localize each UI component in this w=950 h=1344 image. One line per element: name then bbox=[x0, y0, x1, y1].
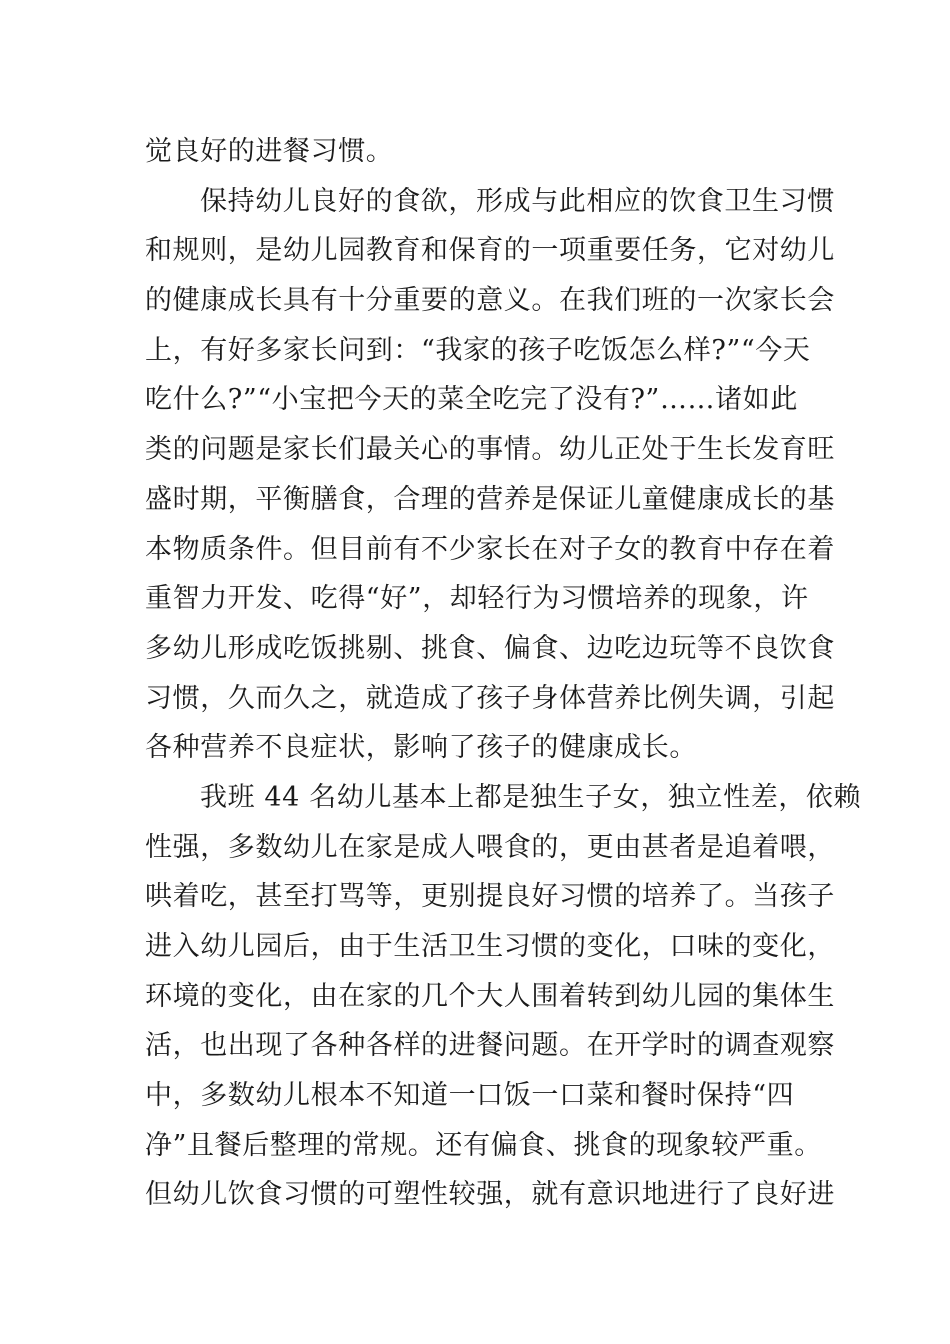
text-line: 习惯，久而久之，就造成了孩子身体营养比例失调，引起 bbox=[145, 682, 835, 714]
text-line: 的健康成长具有十分重要的意义。在我们班的一次家长会 bbox=[145, 285, 835, 317]
text-line: 和规则，是幼儿园教育和保育的一项重要任务，它对幼儿 bbox=[145, 235, 835, 267]
body-text bbox=[145, 127, 862, 1220]
text-line: 但幼儿饮食习惯的可塑性较强，就有意识地进行了良好进 bbox=[145, 1179, 835, 1211]
text-line: 类的问题是家长们最关心的事情。幼儿正处于生长发育旺 bbox=[145, 434, 835, 466]
text-line: 盛时期，平衡膳食，合理的营养是保证儿童健康成长的基 bbox=[145, 483, 835, 515]
text-line: 吃什么?”“小宝把今天的菜全吃完了没有?”……诸如此 bbox=[145, 384, 798, 416]
text-line: 性强，多数幼儿在家是成人喂食的，更由甚者是追着喂， bbox=[145, 831, 835, 863]
text-line: 活，也出现了各种各样的进餐问题。在开学时的调查观察 bbox=[145, 1030, 835, 1062]
text-line: 觉良好的进餐习惯。 bbox=[145, 136, 394, 167]
text-line: 上，有好多家长问到：“我家的孩子吃饭怎么样?”“今天 bbox=[145, 334, 811, 366]
text-line: 进入幼儿园后，由于生活卫生习惯的变化，口味的变化， bbox=[145, 931, 835, 962]
paragraph-start-line: 我班 44 名幼儿基本上都是独生子女，独立性差，依赖 bbox=[200, 781, 862, 813]
text-line: 环境的变化，由在家的几个大人围着转到幼儿园的集体生 bbox=[145, 980, 835, 1012]
text-line: 重智力开发、吃得“好”，却轻行为习惯培养的现象，许 bbox=[145, 583, 809, 615]
text-line: 多幼儿形成吃饭挑剔、挑食、偏食、边吃边玩等不良饮食 bbox=[145, 632, 835, 664]
paragraph-start-line: 保持幼儿良好的食欲，形成与此相应的饮食卫生习惯 bbox=[200, 185, 835, 217]
text-line: 各种营养不良症状，影响了孩子的健康成长。 bbox=[145, 732, 697, 764]
text-line: 中，多数幼儿根本不知道一口饭一口菜和餐时保持“四 bbox=[145, 1080, 795, 1112]
text-line: 净”且餐后整理的常规。还有偏食、挑食的现象较严重。 bbox=[145, 1129, 822, 1161]
text-line: 哄着吃，甚至打骂等，更别提良好习惯的培养了。当孩子 bbox=[145, 881, 835, 913]
text-line: 本物质条件。但目前有不少家长在对子女的教育中存在着 bbox=[145, 533, 835, 565]
